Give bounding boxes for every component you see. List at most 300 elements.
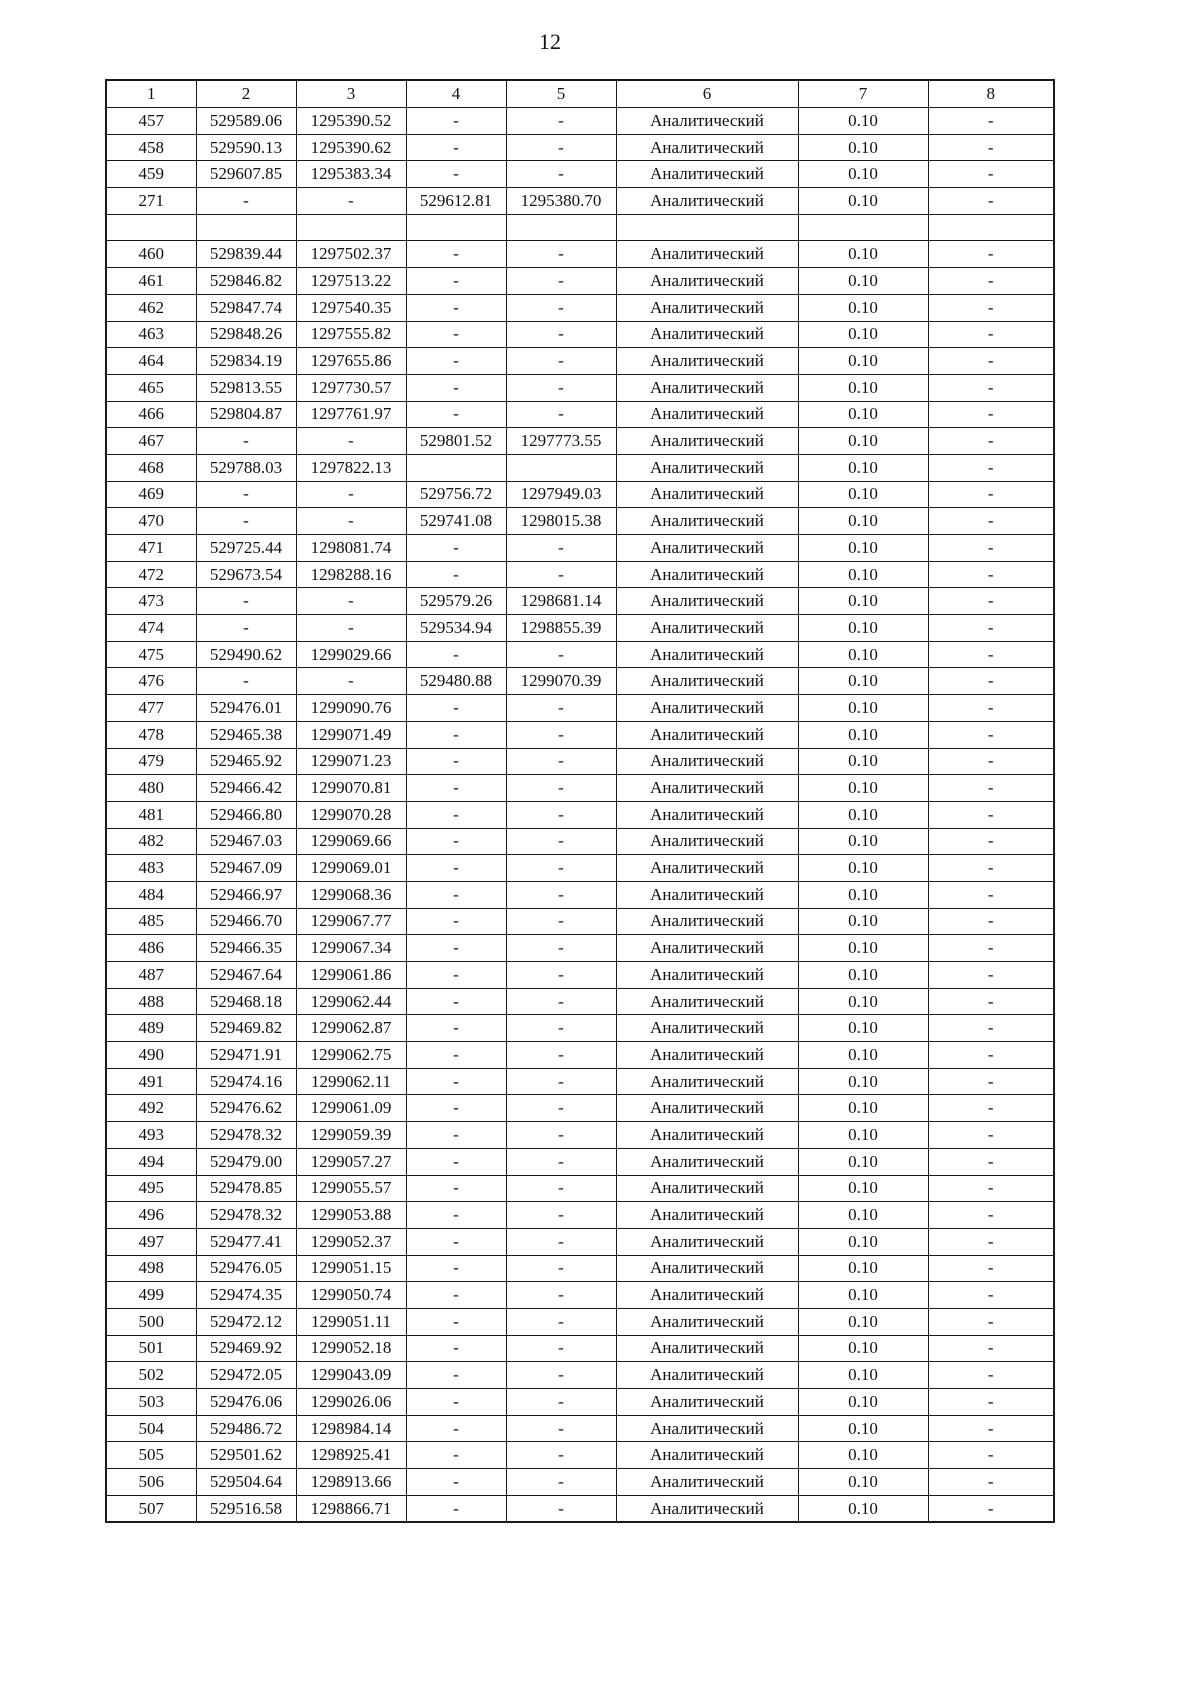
table-cell-col-5: - xyxy=(506,801,616,828)
table-cell-col-6: Аналитический xyxy=(616,801,798,828)
table-cell-col-6: Аналитический xyxy=(616,988,798,1015)
table-cell-col-1: 271 xyxy=(106,188,196,215)
table-cell-col-8: - xyxy=(928,1015,1054,1042)
table-cell-col-2: 529476.62 xyxy=(196,1095,296,1122)
table-cell-col-4: - xyxy=(406,1015,506,1042)
table-cell-col-1: 472 xyxy=(106,561,196,588)
table-cell-col-6: Аналитический xyxy=(616,881,798,908)
table-cell-col-5: - xyxy=(506,1282,616,1309)
table-row xyxy=(106,615,1054,642)
table-cell-col-1: 459 xyxy=(106,161,196,188)
table-cell-col-5: - xyxy=(506,1148,616,1175)
table-cell-col-2: 529476.01 xyxy=(196,695,296,722)
table-cell-col-6: Аналитический xyxy=(616,935,798,962)
table-cell-col-7: 0.10 xyxy=(798,881,928,908)
table-cell-col-4: - xyxy=(406,1122,506,1149)
table-cell-col-1: 490 xyxy=(106,1042,196,1069)
table-cell-col-8: - xyxy=(928,668,1054,695)
table-cell-col-4: - xyxy=(406,1308,506,1335)
table-cell-col-2: 529725.44 xyxy=(196,535,296,562)
table-cell-col-5: - xyxy=(506,1415,616,1442)
table-cell-col-5: - xyxy=(506,348,616,375)
table-cell-col-7: 0.10 xyxy=(798,1389,928,1416)
table-cell-col-3: 1297822.13 xyxy=(296,454,406,481)
table-cell-col-6: Аналитический xyxy=(616,1068,798,1095)
table-cell-col-4 xyxy=(406,454,506,481)
table-cell-col-1: 489 xyxy=(106,1015,196,1042)
table-cell-col-3: 1299071.23 xyxy=(296,748,406,775)
table-cell-col-3: 1297502.37 xyxy=(296,241,406,268)
table-cell-col-5: - xyxy=(506,855,616,882)
table-cell-col-8: - xyxy=(928,748,1054,775)
table-cell-col-1: 462 xyxy=(106,294,196,321)
table-cell-col-5: - xyxy=(506,748,616,775)
table-cell-col-3: 1299053.88 xyxy=(296,1202,406,1229)
table-header xyxy=(106,80,1054,108)
table-cell-col-3: 1299057.27 xyxy=(296,1148,406,1175)
table-row xyxy=(106,294,1054,321)
table-cell-col-1: 466 xyxy=(106,401,196,428)
table-row xyxy=(106,855,1054,882)
table-cell-col-4: - xyxy=(406,695,506,722)
table-row xyxy=(106,214,1054,241)
table-cell-col-8: - xyxy=(928,1255,1054,1282)
table-row xyxy=(106,401,1054,428)
table-row xyxy=(106,641,1054,668)
table-row xyxy=(106,508,1054,535)
header-row xyxy=(106,80,1054,108)
table-cell-col-3: 1299055.57 xyxy=(296,1175,406,1202)
table-cell-col-5: - xyxy=(506,881,616,908)
table-cell-col-1 xyxy=(106,214,196,241)
table-cell-col-1: 502 xyxy=(106,1362,196,1389)
table-row xyxy=(106,535,1054,562)
table-cell-col-1: 471 xyxy=(106,535,196,562)
table-cell-col-4: - xyxy=(406,401,506,428)
column-header-4: 4 xyxy=(406,80,506,108)
table-cell-col-5: - xyxy=(506,1255,616,1282)
table-cell-col-5: - xyxy=(506,695,616,722)
table-cell-col-4: - xyxy=(406,1442,506,1469)
table-cell-col-7: 0.10 xyxy=(798,294,928,321)
table-cell-col-1: 468 xyxy=(106,454,196,481)
table-cell-col-8: - xyxy=(928,535,1054,562)
table-cell-col-6: Аналитический xyxy=(616,348,798,375)
column-header-1: 1 xyxy=(106,80,196,108)
table-cell-col-5: - xyxy=(506,374,616,401)
table-cell-col-7: 0.10 xyxy=(798,1442,928,1469)
table-cell-col-8: - xyxy=(928,1175,1054,1202)
table-cell-col-2: 529476.06 xyxy=(196,1389,296,1416)
table-cell-col-6: Аналитический xyxy=(616,508,798,535)
table-cell-col-6: Аналитический xyxy=(616,481,798,508)
table-cell-col-2: 529486.72 xyxy=(196,1415,296,1442)
table-cell-col-4: - xyxy=(406,1095,506,1122)
table-cell-col-4: - xyxy=(406,1335,506,1362)
table-cell-col-3: 1299043.09 xyxy=(296,1362,406,1389)
table-body xyxy=(106,108,1054,1523)
table-cell-col-7: 0.10 xyxy=(798,454,928,481)
table-cell-col-8: - xyxy=(928,161,1054,188)
table-cell-col-7 xyxy=(798,214,928,241)
table-row xyxy=(106,695,1054,722)
table-cell-col-4: 529480.88 xyxy=(406,668,506,695)
table-cell-col-5: - xyxy=(506,1042,616,1069)
table-cell-col-3: 1299026.06 xyxy=(296,1389,406,1416)
table-cell-col-6: Аналитический xyxy=(616,1042,798,1069)
table-cell-col-4: - xyxy=(406,134,506,161)
table-cell-col-2: - xyxy=(196,668,296,695)
table-cell-col-7: 0.10 xyxy=(798,988,928,1015)
table-cell-col-3: 1299062.75 xyxy=(296,1042,406,1069)
table-cell-col-2: 529490.62 xyxy=(196,641,296,668)
table-cell-col-1: 497 xyxy=(106,1228,196,1255)
table-cell-col-4: - xyxy=(406,935,506,962)
table-cell-col-1: 478 xyxy=(106,721,196,748)
table-cell-col-5: 1297949.03 xyxy=(506,481,616,508)
table-cell-col-2: 529478.32 xyxy=(196,1202,296,1229)
table-cell-col-2: 529476.05 xyxy=(196,1255,296,1282)
table-row xyxy=(106,454,1054,481)
table-cell-col-8: - xyxy=(928,374,1054,401)
table-cell-col-2: 529465.92 xyxy=(196,748,296,775)
table-cell-col-1: 506 xyxy=(106,1469,196,1496)
table-cell-col-1: 507 xyxy=(106,1495,196,1522)
table-cell-col-2: 529474.16 xyxy=(196,1068,296,1095)
table-cell-col-7: 0.10 xyxy=(798,935,928,962)
table-cell-col-8: - xyxy=(928,828,1054,855)
table-cell-col-4: - xyxy=(406,241,506,268)
table-cell-col-6: Аналитический xyxy=(616,241,798,268)
table-cell-col-5: - xyxy=(506,1122,616,1149)
table-cell-col-3: - xyxy=(296,188,406,215)
table-cell-col-8: - xyxy=(928,801,1054,828)
table-cell-col-2: 529478.32 xyxy=(196,1122,296,1149)
table-cell-col-6: Аналитический xyxy=(616,1495,798,1522)
table-cell-col-1: 470 xyxy=(106,508,196,535)
table-cell-col-8: - xyxy=(928,188,1054,215)
table-cell-col-8: - xyxy=(928,695,1054,722)
table-cell-col-7: 0.10 xyxy=(798,481,928,508)
table-cell-col-6: Аналитический xyxy=(616,1015,798,1042)
table-cell-col-5: - xyxy=(506,268,616,295)
table-cell-col-1: 504 xyxy=(106,1415,196,1442)
table-cell-col-3: 1299062.44 xyxy=(296,988,406,1015)
table-cell-col-3: 1297730.57 xyxy=(296,374,406,401)
table-cell-col-8: - xyxy=(928,108,1054,135)
table-cell-col-2: 529847.74 xyxy=(196,294,296,321)
table-cell-col-8: - xyxy=(928,721,1054,748)
table-row xyxy=(106,1042,1054,1069)
table-cell-col-4: - xyxy=(406,1148,506,1175)
table-row xyxy=(106,134,1054,161)
table-cell-col-8: - xyxy=(928,1068,1054,1095)
table-cell-col-4: - xyxy=(406,1175,506,1202)
table-cell-col-5: 1298015.38 xyxy=(506,508,616,535)
table-cell-col-8: - xyxy=(928,935,1054,962)
table-cell-col-7: 0.10 xyxy=(798,188,928,215)
table-cell-col-5: - xyxy=(506,1015,616,1042)
table-cell-col-4: - xyxy=(406,962,506,989)
table-cell-col-7: 0.10 xyxy=(798,668,928,695)
table-cell-col-3: - xyxy=(296,508,406,535)
table-cell-col-5: - xyxy=(506,988,616,1015)
table-cell-col-3: 1297555.82 xyxy=(296,321,406,348)
table-cell-col-3: 1298913.66 xyxy=(296,1469,406,1496)
table-cell-col-3: 1299059.39 xyxy=(296,1122,406,1149)
table-cell-col-5: - xyxy=(506,1389,616,1416)
table-row xyxy=(106,348,1054,375)
table-cell-col-1: 494 xyxy=(106,1148,196,1175)
table-cell-col-6: Аналитический xyxy=(616,108,798,135)
table-cell-col-3: - xyxy=(296,588,406,615)
table-cell-col-2: 529479.00 xyxy=(196,1148,296,1175)
table-cell-col-4: - xyxy=(406,1255,506,1282)
table-cell-col-5: - xyxy=(506,721,616,748)
table-cell-col-4: - xyxy=(406,1202,506,1229)
table-cell-col-8: - xyxy=(928,1469,1054,1496)
table-cell-col-2: 529474.35 xyxy=(196,1282,296,1309)
table-cell-col-1: 493 xyxy=(106,1122,196,1149)
table-cell-col-4: - xyxy=(406,881,506,908)
table-cell-col-7: 0.10 xyxy=(798,908,928,935)
table-cell-col-3: 1299062.11 xyxy=(296,1068,406,1095)
table-cell-col-3: 1299062.87 xyxy=(296,1015,406,1042)
table-row xyxy=(106,268,1054,295)
table-row xyxy=(106,988,1054,1015)
table-cell-col-8: - xyxy=(928,321,1054,348)
table-row xyxy=(106,1122,1054,1149)
table-cell-col-1: 476 xyxy=(106,668,196,695)
table-cell-col-3: - xyxy=(296,428,406,455)
table-cell-col-6: Аналитический xyxy=(616,775,798,802)
table-row xyxy=(106,1148,1054,1175)
table-cell-col-7: 0.10 xyxy=(798,1175,928,1202)
table-cell-col-3: 1298866.71 xyxy=(296,1495,406,1522)
table-cell-col-8: - xyxy=(928,615,1054,642)
table-cell-col-5: 1298855.39 xyxy=(506,615,616,642)
table-cell-col-8: - xyxy=(928,988,1054,1015)
table-cell-col-3: 1298081.74 xyxy=(296,535,406,562)
table-cell-col-7: 0.10 xyxy=(798,1255,928,1282)
table-cell-col-5: - xyxy=(506,1335,616,1362)
table-cell-col-4: - xyxy=(406,1495,506,1522)
table-cell-col-6: Аналитический xyxy=(616,1362,798,1389)
table-cell-col-3: 1299051.15 xyxy=(296,1255,406,1282)
table-row xyxy=(106,748,1054,775)
table-cell-col-7: 0.10 xyxy=(798,1415,928,1442)
table-cell-col-6: Аналитический xyxy=(616,1228,798,1255)
table-cell-col-4: - xyxy=(406,374,506,401)
table-cell-col-1: 499 xyxy=(106,1282,196,1309)
table-row xyxy=(106,428,1054,455)
table-cell-col-5: - xyxy=(506,134,616,161)
table-cell-col-6: Аналитический xyxy=(616,695,798,722)
table-row xyxy=(106,775,1054,802)
table-cell-col-3: 1297513.22 xyxy=(296,268,406,295)
table-cell-col-8: - xyxy=(928,508,1054,535)
table-cell-col-4: - xyxy=(406,1389,506,1416)
table-cell-col-2: - xyxy=(196,508,296,535)
table-cell-col-4: 529534.94 xyxy=(406,615,506,642)
table-cell-col-5: - xyxy=(506,1469,616,1496)
table-cell-col-8: - xyxy=(928,481,1054,508)
table-cell-col-3: - xyxy=(296,615,406,642)
table-cell-col-6: Аналитический xyxy=(616,1442,798,1469)
table-cell-col-6: Аналитический xyxy=(616,294,798,321)
table-row xyxy=(106,1228,1054,1255)
table-cell-col-5: - xyxy=(506,108,616,135)
table-cell-col-6: Аналитический xyxy=(616,535,798,562)
table-cell-col-7: 0.10 xyxy=(798,374,928,401)
table-cell-col-2: - xyxy=(196,188,296,215)
table-cell-col-1: 467 xyxy=(106,428,196,455)
table-cell-col-8: - xyxy=(928,401,1054,428)
column-header-8: 8 xyxy=(928,80,1054,108)
table-cell-col-2: 529477.41 xyxy=(196,1228,296,1255)
table-row xyxy=(106,1469,1054,1496)
table-cell-col-6: Аналитический xyxy=(616,1202,798,1229)
table-row xyxy=(106,828,1054,855)
table-cell-col-8: - xyxy=(928,1308,1054,1335)
table-cell-col-3: 1299070.28 xyxy=(296,801,406,828)
table-cell-col-1: 491 xyxy=(106,1068,196,1095)
table-cell-col-5: - xyxy=(506,1095,616,1122)
table-cell-col-5: - xyxy=(506,1068,616,1095)
table-cell-col-7: 0.10 xyxy=(798,962,928,989)
table-row xyxy=(106,321,1054,348)
table-cell-col-3: 1295390.62 xyxy=(296,134,406,161)
table-row xyxy=(106,1362,1054,1389)
table-cell-col-8: - xyxy=(928,1389,1054,1416)
table-cell-col-6: Аналитический xyxy=(616,268,798,295)
table-cell-col-6 xyxy=(616,214,798,241)
table-cell-col-2: 529590.13 xyxy=(196,134,296,161)
table-cell-col-7: 0.10 xyxy=(798,695,928,722)
table-cell-col-2: 529834.19 xyxy=(196,348,296,375)
table-cell-col-2: 529471.91 xyxy=(196,1042,296,1069)
table-cell-col-7: 0.10 xyxy=(798,721,928,748)
table-cell-col-8: - xyxy=(928,454,1054,481)
table-cell-col-6: Аналитический xyxy=(616,321,798,348)
table-cell-col-7: 0.10 xyxy=(798,1015,928,1042)
table-cell-col-5 xyxy=(506,454,616,481)
table-cell-col-5: 1298681.14 xyxy=(506,588,616,615)
table-row xyxy=(106,1068,1054,1095)
table-cell-col-5: - xyxy=(506,1202,616,1229)
table-cell-col-1: 460 xyxy=(106,241,196,268)
table-cell-col-3: 1298925.41 xyxy=(296,1442,406,1469)
table-cell-col-8: - xyxy=(928,908,1054,935)
table-cell-col-6: Аналитический xyxy=(616,855,798,882)
table-cell-col-7: 0.10 xyxy=(798,748,928,775)
table-row xyxy=(106,1389,1054,1416)
table-cell-col-1: 485 xyxy=(106,908,196,935)
table-row xyxy=(106,668,1054,695)
table-cell-col-2: 529848.26 xyxy=(196,321,296,348)
table-cell-col-5: - xyxy=(506,828,616,855)
table-cell-col-8: - xyxy=(928,1335,1054,1362)
table-cell-col-8: - xyxy=(928,962,1054,989)
table-cell-col-6: Аналитический xyxy=(616,401,798,428)
table-cell-col-6: Аналитический xyxy=(616,188,798,215)
table-cell-col-8: - xyxy=(928,1122,1054,1149)
table-cell-col-7: 0.10 xyxy=(798,1228,928,1255)
table-row xyxy=(106,374,1054,401)
table-cell-col-4: - xyxy=(406,775,506,802)
table-cell-col-2: 529472.12 xyxy=(196,1308,296,1335)
table-cell-col-2: 529466.80 xyxy=(196,801,296,828)
table-cell-col-2: 529788.03 xyxy=(196,454,296,481)
table-cell-col-4: - xyxy=(406,1415,506,1442)
table-row xyxy=(106,161,1054,188)
table-cell-col-8 xyxy=(928,214,1054,241)
table-cell-col-5: - xyxy=(506,1308,616,1335)
table-cell-col-5: - xyxy=(506,294,616,321)
table-cell-col-6: Аналитический xyxy=(616,1282,798,1309)
table-cell-col-4: - xyxy=(406,1068,506,1095)
table-cell-col-3: - xyxy=(296,481,406,508)
table-cell-col-6: Аналитический xyxy=(616,721,798,748)
table-cell-col-7: 0.10 xyxy=(798,108,928,135)
table-cell-col-8: - xyxy=(928,1362,1054,1389)
table-cell-col-8: - xyxy=(928,855,1054,882)
table-cell-col-5: - xyxy=(506,535,616,562)
table-cell-col-4 xyxy=(406,214,506,241)
table-cell-col-7: 0.10 xyxy=(798,134,928,161)
table-cell-col-2: 529467.64 xyxy=(196,962,296,989)
table-row xyxy=(106,1255,1054,1282)
page-number: 12 xyxy=(539,29,561,54)
table-cell-col-3: 1299090.76 xyxy=(296,695,406,722)
table-cell-col-2: - xyxy=(196,588,296,615)
table-cell-col-6: Аналитический xyxy=(616,1415,798,1442)
table-cell-col-7: 0.10 xyxy=(798,561,928,588)
coordinates-table xyxy=(105,79,1055,1523)
table-cell-col-2: 529467.03 xyxy=(196,828,296,855)
table-cell-col-6: Аналитический xyxy=(616,1175,798,1202)
table-cell-col-2: 529478.85 xyxy=(196,1175,296,1202)
table-cell-col-5: - xyxy=(506,241,616,268)
table-cell-col-2: 529804.87 xyxy=(196,401,296,428)
table-cell-col-1: 488 xyxy=(106,988,196,1015)
table-cell-col-8: - xyxy=(928,1042,1054,1069)
table-cell-col-3: 1299061.86 xyxy=(296,962,406,989)
table-cell-col-8: - xyxy=(928,1095,1054,1122)
column-header-6: 6 xyxy=(616,80,798,108)
table-cell-col-5: - xyxy=(506,1495,616,1522)
table-cell-col-3: 1299050.74 xyxy=(296,1282,406,1309)
table-cell-col-1: 479 xyxy=(106,748,196,775)
table-cell-col-2: 529813.55 xyxy=(196,374,296,401)
table-cell-col-7: 0.10 xyxy=(798,1335,928,1362)
table-cell-col-8: - xyxy=(928,134,1054,161)
table-cell-col-1: 486 xyxy=(106,935,196,962)
table-cell-col-4: - xyxy=(406,908,506,935)
table-row xyxy=(106,962,1054,989)
table-cell-col-7: 0.10 xyxy=(798,588,928,615)
table-cell-col-8: - xyxy=(928,881,1054,908)
table-cell-col-3: 1295390.52 xyxy=(296,108,406,135)
table-cell-col-6: Аналитический xyxy=(616,134,798,161)
table-row xyxy=(106,1202,1054,1229)
table-cell-col-1: 487 xyxy=(106,962,196,989)
table-cell-col-4: - xyxy=(406,1042,506,1069)
table-cell-col-2: 529469.82 xyxy=(196,1015,296,1042)
table-cell-col-2: 529673.54 xyxy=(196,561,296,588)
table-cell-col-2: - xyxy=(196,615,296,642)
table-row xyxy=(106,881,1054,908)
